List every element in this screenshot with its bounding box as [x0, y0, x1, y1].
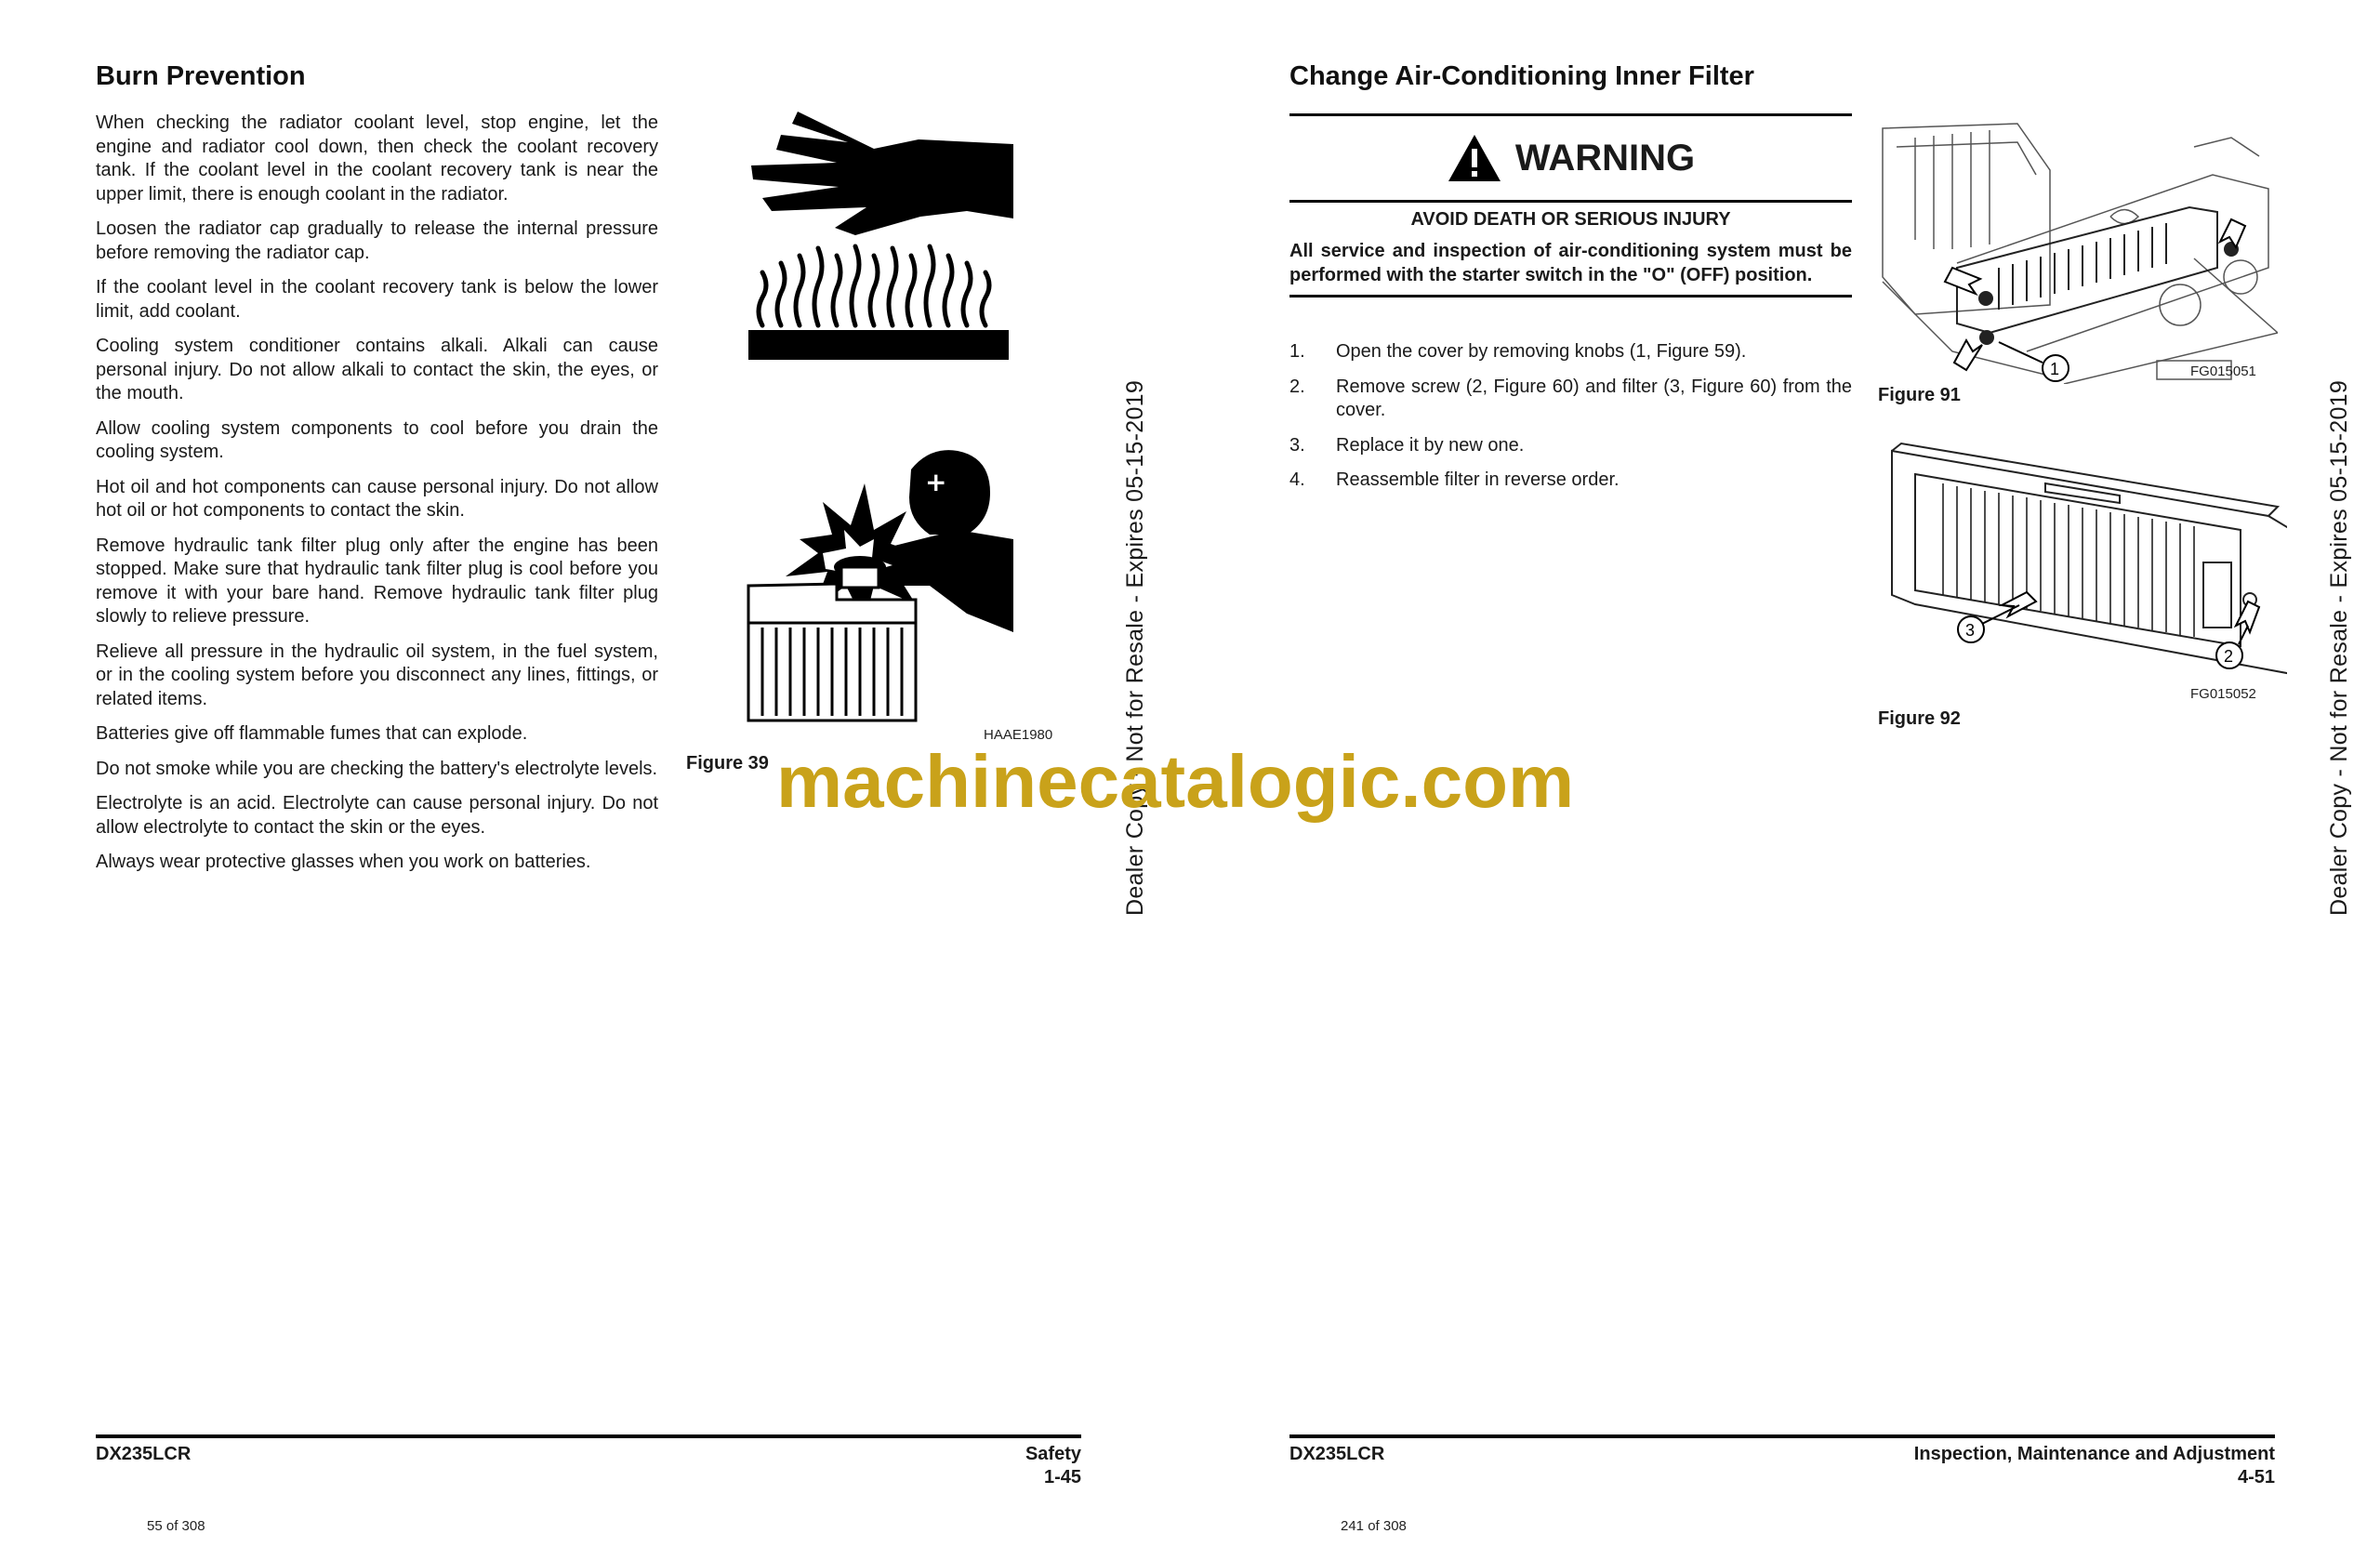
pdf-page-counter: 241 of 308 — [1341, 1518, 1407, 1534]
procedure-step — [1289, 434, 1852, 458]
site-watermark: machinecatalogic.com — [776, 740, 1575, 823]
svg-text:+: + — [925, 467, 947, 497]
paragraph: When checking the radiator coolant level, stop engine, let the engine and radiator cool down, then check the coolant recovery tank. If the coolant level in the coolant recovery tank is near the upper limit, there is enough coolant in the radiator. — [96, 112, 658, 205]
step-number: 1. — [1289, 341, 1305, 362]
ac-unit-cover-illustration — [1878, 119, 2278, 384]
procedure-step — [1289, 469, 1852, 493]
procedure-steps — [1289, 340, 1852, 504]
warning-triangle-icon — [1447, 133, 1502, 183]
paragraph: Allow cooling system components to cool before you drain the cooling system. — [96, 417, 658, 462]
callout-1: 1 — [2050, 360, 2060, 378]
procedure-step — [1289, 376, 1852, 423]
hot-surface-hazard-icon — [744, 107, 1023, 367]
paragraph: Relieve all pressure in the hydraulic oil system, in the fuel system, or in the cooling system before you disconnect any lines, fittings, or related items. — [96, 641, 658, 709]
paragraph: Hot oil and hot components can cause personal injury. Do not allow hot oil or hot components to contact the skin. — [96, 476, 658, 521]
step-text: Open the cover by removing knobs (1, Figure 59). — [1336, 341, 1747, 362]
footer-page-number: 1-45 — [1043, 1467, 1081, 1487]
left-body-text — [96, 112, 658, 886]
dealer-copy-stamp: Dealer Copy - Not for Resale - Expires 05-15-2019 — [2326, 379, 2352, 916]
step-text: Replace it by new one. — [1336, 434, 1525, 456]
step-number: 3. — [1289, 434, 1305, 456]
paragraph: Always wear protective glasses when you work on batteries. — [96, 852, 591, 872]
left-page-title: Burn Prevention — [96, 61, 306, 91]
ac-filter-illustration — [1878, 442, 2287, 683]
warning-body: All service and inspection of air-conditioning system must be performed with the starter switch in the "O" (OFF) position. — [1289, 241, 1852, 285]
paragraph: Remove hydraulic tank filter plug only after the engine has been stopped. Make sure that hydraulic tank filter plug is cool before you remove it with your bare hand. Remove hydraulic tank filter plug slowly to relieve pressure. — [96, 535, 658, 627]
figure-label: Figure 92 — [1878, 708, 1961, 729]
paragraph: Electrolyte is an acid. Electrolyte can cause personal injury. Do not allow electrolyte to contact the skin or the eyes. — [96, 793, 658, 838]
footer-section: Inspection, Maintenance and Adjustment — [1913, 1444, 2275, 1464]
warning-box — [1289, 113, 1852, 297]
step-text: Remove screw (2, Figure 60) and filter (3, Figure 60) from the cover. — [1336, 376, 1852, 420]
step-text: Reassemble filter in reverse order. — [1336, 469, 1620, 490]
step-number: 2. — [1289, 376, 1305, 397]
footer-model: DX235LCR — [1289, 1444, 1385, 1464]
right-page-title: Change Air-Conditioning Inner Filter — [1289, 61, 1754, 91]
footer-page-number: 4-51 — [2237, 1467, 2275, 1487]
footer-rule — [96, 1434, 1081, 1438]
paragraph: Do not smoke while you are checking the battery's electrolyte levels. — [96, 758, 658, 779]
paragraph: Loosen the radiator cap gradually to release the internal pressure before removing the radiator cap. — [96, 218, 658, 263]
warning-title: WARNING — [1514, 137, 1696, 178]
figure-label: Figure 91 — [1878, 385, 1961, 405]
figure-label: Figure 39 — [686, 753, 769, 773]
figure-code: FG015051 — [2190, 364, 2256, 379]
figure-code: FG015052 — [2190, 686, 2256, 702]
callout-2: 2 — [2224, 647, 2234, 666]
figure-code: HAAE1980 — [984, 727, 1053, 743]
dealer-copy-stamp: Dealer Copy - Not for Resale - Expires 05-15-2019 — [1122, 379, 1148, 916]
footer-model: DX235LCR — [96, 1444, 192, 1464]
warning-subtitle: AVOID DEATH OR SERIOUS INJURY — [1410, 209, 1731, 230]
footer-section: Safety — [1025, 1444, 1081, 1464]
footer-rule — [1289, 1434, 2275, 1438]
paragraph: If the coolant level in the coolant recovery tank is below the lower limit, add coolant. — [96, 277, 658, 322]
radiator-explosion-hazard-icon — [744, 446, 1013, 725]
step-number: 4. — [1289, 469, 1305, 490]
procedure-step — [1289, 340, 1852, 364]
pdf-page-counter: 55 of 308 — [147, 1518, 205, 1534]
paragraph: Cooling system conditioner contains alkali. Alkali can cause personal injury. Do not allow alkali to contact the skin, the eyes, or the mouth. — [96, 336, 658, 403]
paragraph: Batteries give off flammable fumes that can explode. — [96, 723, 528, 744]
callout-3: 3 — [1965, 621, 1976, 640]
